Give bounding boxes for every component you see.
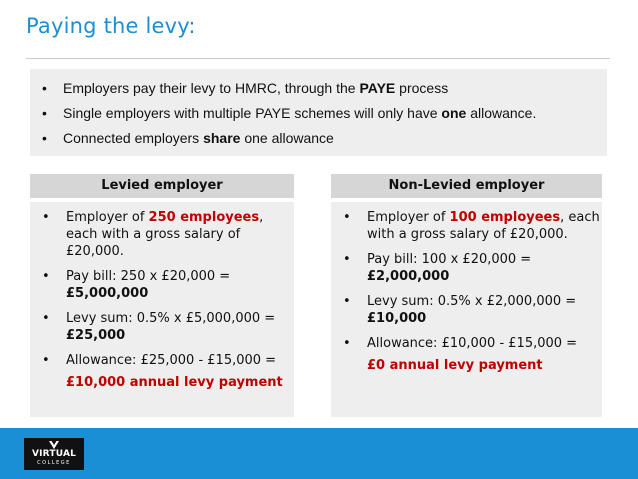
intro-text: process	[395, 80, 449, 96]
allowance-item	[341, 335, 602, 352]
allowance-text: Allowance: £10,000 - £15,000 =	[367, 336, 578, 351]
levy-payment-result: £10,000 annual levy payment	[66, 375, 283, 390]
levied-employer-body	[30, 202, 294, 417]
non-levied-employer-list	[341, 209, 602, 352]
intro-text: one allowance	[240, 130, 334, 146]
virtual-college-logo	[24, 438, 84, 470]
intro-panel	[30, 69, 607, 156]
employee-count: 250 employees	[148, 210, 260, 225]
intro-text: Single employers with multiple PAYE schemes will only have	[63, 105, 442, 121]
non-levied-employer-heading: Non-Levied employer	[331, 174, 602, 198]
logo-subtext: COLLEGE	[37, 460, 71, 466]
intro-text: Employers pay their levy to HMRC, through the	[63, 80, 360, 96]
footer-bar	[0, 428, 638, 479]
title-divider	[26, 58, 610, 59]
page-title: Paying the levy:	[26, 14, 196, 38]
intro-text: Connected employers	[63, 130, 204, 146]
levy-item	[341, 293, 602, 327]
levy-value: £25,000	[66, 328, 126, 343]
paybill-value: £5,000,000	[66, 286, 149, 301]
employer-text: , each with a gross salary of £20,000.	[367, 210, 600, 242]
paybill-item	[40, 268, 294, 302]
v-checkmark-icon	[49, 441, 59, 449]
levy-payment-result: £0 annual levy payment	[367, 358, 543, 373]
levy-value: £10,000	[367, 311, 427, 326]
allowance-item	[40, 352, 294, 369]
non-levied-employer-column	[331, 174, 602, 417]
levy-label: Levy sum: 0.5% x £2,000,000 =	[367, 294, 577, 309]
levied-employer-column	[30, 174, 294, 417]
employer-item	[341, 209, 602, 243]
levy-label: Levy sum: 0.5% x £5,000,000 =	[66, 311, 276, 326]
allowance-text: Allowance: £25,000 - £15,000 =	[66, 353, 277, 368]
employer-text: , each with a gross salary of £20,000.	[66, 210, 264, 259]
levy-item	[40, 310, 294, 344]
employee-count: 100 employees	[449, 210, 561, 225]
levied-employer-heading: Levied employer	[30, 174, 294, 198]
employer-item	[40, 209, 294, 260]
paybill-label: Pay bill: 250 x £20,000 =	[66, 269, 231, 284]
paybill-value: £2,000,000	[367, 269, 450, 284]
intro-bold: one	[441, 105, 467, 121]
intro-item	[42, 78, 607, 103]
levied-employer-list	[40, 209, 294, 369]
logo-wordmark: VIRTUAL	[31, 449, 77, 459]
intro-list	[42, 78, 607, 153]
non-levied-employer-body	[331, 202, 602, 417]
intro-text: allowance.	[466, 105, 537, 121]
paybill-label: Pay bill: 100 x £20,000 =	[367, 252, 532, 267]
paybill-item	[341, 251, 602, 285]
intro-bold: PAYE	[359, 80, 396, 96]
employer-text: Employer of	[367, 210, 450, 225]
intro-bold: share	[203, 130, 241, 146]
intro-item	[42, 128, 607, 153]
intro-item	[42, 103, 607, 128]
employer-text: Employer of	[66, 210, 149, 225]
